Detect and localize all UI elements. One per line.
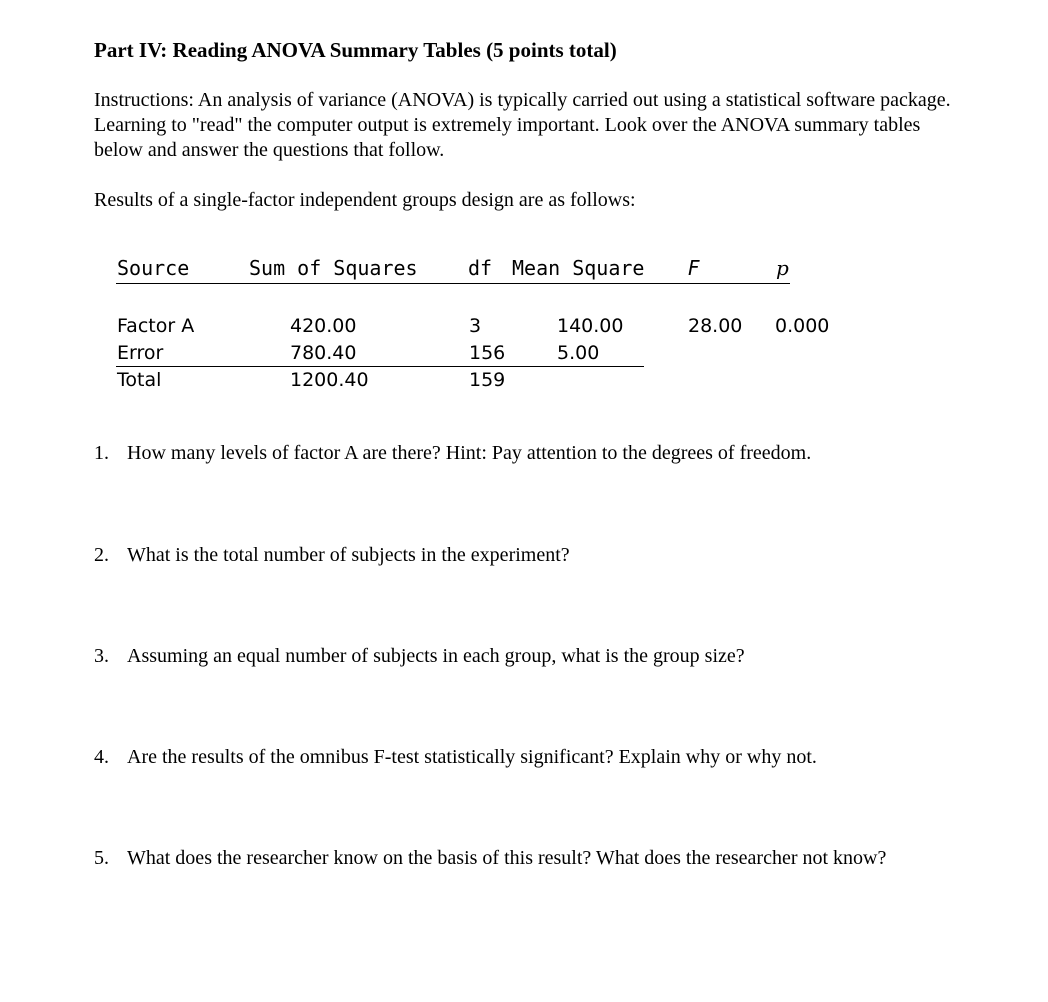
row-total-source: Total [117, 369, 162, 391]
question-number: 4. [94, 746, 109, 768]
question-text: Assuming an equal number of subjects in each group, what is the group size? [127, 645, 745, 667]
question-number: 3. [94, 645, 109, 667]
question-5 [94, 847, 886, 870]
header-p: p [776, 256, 789, 280]
row-error-source: Error [117, 342, 164, 364]
row-error-ms: 5.00 [557, 342, 600, 364]
question-1 [94, 442, 811, 465]
row-factor-a-p: 0.000 [775, 315, 830, 337]
question-2 [94, 544, 570, 567]
question-number: 5. [94, 847, 109, 869]
question-text: What does the researcher know on the basis of this result? What does the researcher not know? [127, 847, 887, 869]
question-text: Are the results of the omnibus F-test statistically significant? Explain why or why not. [127, 746, 817, 768]
header-df: df [468, 256, 493, 280]
row-factor-a-f: 28.00 [688, 315, 743, 337]
question-text: What is the total number of subjects in the experiment? [127, 544, 570, 566]
row-total-df: 159 [469, 369, 506, 391]
row-error-ss: 780.40 [290, 342, 357, 364]
header-sum-of-squares: Sum of Squares [249, 256, 418, 280]
header-rule [116, 283, 790, 284]
row-factor-a-ms: 140.00 [557, 315, 624, 337]
row-factor-a-ss: 420.00 [290, 315, 357, 337]
results-intro: Results of a single-factor independent groups design are as follows: [94, 189, 636, 211]
header-mean-square: Mean Square [512, 256, 645, 280]
row-factor-a-df: 3 [469, 315, 482, 337]
question-text: How many levels of factor A are there? Hint: Pay attention to the degrees of freedom. [127, 442, 812, 464]
instructions-paragraph: Instructions: An analysis of variance (ANOVA) is typically carried out using a statistical software package. Learning to "read" the computer output is extremely important. Look over the ANOVA summary tables below and answer the questions that follow. [94, 89, 951, 161]
row-total-ss: 1200.40 [290, 369, 369, 391]
header-f: F [688, 256, 700, 280]
question-number: 2. [94, 544, 109, 566]
question-4 [94, 746, 817, 769]
error-rule [116, 366, 644, 367]
row-error-df: 156 [469, 342, 506, 364]
question-3 [94, 645, 745, 668]
row-factor-a-source: Factor A [117, 315, 195, 337]
question-number: 1. [94, 442, 109, 464]
header-source: Source [117, 256, 190, 280]
section-title: Part IV: Reading ANOVA Summary Tables (5 points total) [94, 38, 617, 62]
